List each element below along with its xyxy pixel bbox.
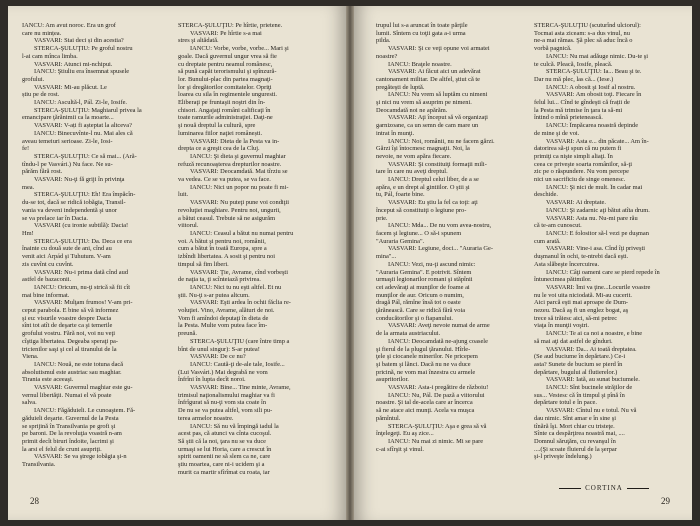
text-line: Deocamdată noi ne apărăm.	[376, 106, 448, 114]
text-line: trimisul naţionalismului maghiar va fi	[178, 391, 275, 399]
text-line: VASVARI: Se va ştrege iobăgia şi-n	[34, 453, 127, 461]
text-line: VASVARI: De ce nu?	[190, 353, 246, 361]
text-line: IANCU: Mda... De nu vom avea-nostru,	[388, 222, 492, 230]
text-line: emancipare ţărănimii ca la moarte...	[22, 114, 114, 122]
text-line: VASVARI: Nu puteţi pune voi condiţii	[190, 199, 289, 207]
text-line: VASVARI: Mi-au plăcut. Le	[34, 83, 107, 91]
text-line: VASVARI: Am obosit toţi. Fiecare în	[546, 91, 642, 99]
text-line: fe!	[22, 145, 30, 153]
text-line: STERCA-ŞULUŢIU: Pe groful nostru	[34, 45, 133, 53]
text-line: luminarea fiilor naţiei românești.	[178, 129, 263, 137]
text-line: nezeu. Dacă aş fi un englez bogat, aş	[534, 307, 629, 315]
text-line: dragă Pál, rămîne însă tot o oaste	[376, 299, 461, 307]
right-page-number: 29	[661, 496, 670, 506]
left-page-column-2	[178, 22, 321, 477]
text-line: care nu mințea.	[22, 29, 62, 37]
text-line: c-ai sfîrşit şi vinul.	[376, 445, 424, 453]
text-line: primiţi ca nişte simpli aliaţi. În	[534, 152, 613, 160]
text-line: părăm fără rost.	[22, 168, 63, 176]
book-gutter	[346, 6, 354, 520]
text-line: va vedea. Ce se va putea, se va face.	[178, 176, 271, 184]
text-line: depărtare, bugului al flutierelor.)	[534, 368, 618, 376]
text-line: înţelegeţi. Eu aş zice...	[376, 430, 434, 438]
text-line: VASVARI: Da... Ai toată dreptatea.	[546, 345, 637, 353]
text-line: goale. Dacă guvernul ungur vrea să fie	[178, 52, 277, 60]
text-line: pe baroni. De la revoluţia voastră n-am	[22, 430, 122, 438]
closing-curtain	[534, 484, 674, 494]
right-page	[354, 6, 692, 520]
text-line: astfel de bazaconii.	[22, 276, 72, 284]
text-line: VASVARI (cu ironie subtilă): Dacia!	[34, 222, 129, 230]
text-line: facem şi legiune... O să-i spunem	[376, 229, 462, 237]
text-line: VASVARI: Cîntul nu e totul. Nu vă	[546, 407, 637, 415]
text-line: Gărzi îşi întocmesc magnaţii. Noi, la	[376, 145, 470, 153]
text-line: ceea ce priveşte soarta românilor, să-ţi	[534, 160, 633, 168]
text-line: VASVARI: Iată, au sunat buciumele.	[546, 376, 640, 384]
text-line: VASVARI: Bine... Tine minte, Avrame,	[190, 384, 291, 392]
text-line: şi fierul de la plugul ţăranului. Hîrle-	[376, 345, 471, 353]
text-line: De nu se va putea altfel, vom sili pu-	[178, 407, 273, 415]
text-line: Sînte ca despărţirea noastră mai, ....	[534, 430, 625, 438]
text-line: STERCA-ŞULUŢIU: Pe hîrtie, prietene.	[178, 22, 283, 29]
text-line: IANCU: Braţele noastre.	[388, 60, 452, 68]
text-line: IANCU: Nici un popor nu poate fi mi-	[190, 183, 289, 191]
text-line: bînt de unul singur): S-ar putea!	[178, 345, 260, 353]
text-line: STERCA-ŞULUŢIU: Maghiarul privea la	[34, 106, 142, 114]
text-line: spirit oamenii ne să slem ca ne, care	[178, 453, 271, 461]
text-line: ţărănească. Care se ridică fără voia	[376, 307, 466, 315]
text-line: înfrîgurat să nu-ţi vom sta coate în	[178, 399, 267, 407]
text-line: tare în care nu aveţi dreptul.	[376, 168, 448, 176]
text-line: izbîndi libertatea. A sosit şi pentru noi	[178, 253, 276, 261]
text-line: Să ştii că la noi, ţara nu se va duce	[178, 437, 267, 445]
text-line: IANCU: Câţi oameni care se pierd repede în	[546, 268, 660, 276]
text-line: înainte cu două sute de ani, cînd au	[22, 245, 112, 253]
text-line: IANCU: Binecuvînte-l nu. Mai ales că	[34, 129, 133, 137]
text-line: intrat în munţi.	[376, 129, 415, 137]
text-line: ştiu moartea, care ni-i ucidem şi a	[178, 461, 265, 469]
text-line: IANCU: Oricum, nu-ţi strică să fii cît	[34, 283, 131, 291]
text-line: Dar nu mă plec, las că... (Iese.)	[534, 75, 614, 83]
text-line: chisori. Angajaţi români calificaţi în	[178, 106, 271, 114]
text-line: grofului vostru. Fără noi, voi nu veţi	[22, 330, 116, 338]
text-line: garnizoane, ca un semn de cam mare un	[376, 122, 479, 130]
text-line: şi nici nu vrem să asuprim pe nimeni.	[376, 99, 472, 107]
text-line: VASVARI: Aţi început să vă organizaţi	[388, 114, 488, 122]
text-line: IANCU: Ştiuliu era însemnat spusele	[34, 68, 130, 76]
text-line: cîştiga libertatea. Degeaba speraţi pa-	[22, 337, 118, 345]
text-line: VASVARI: Dieta de la Pesta va in-	[190, 137, 280, 145]
text-line: VASVARI: Atunci mi-nchipui.	[34, 60, 113, 68]
text-line: depărtare totul e în pace.	[534, 399, 597, 407]
text-line: zic pe o răspundere. Nu vom percepe	[534, 168, 629, 176]
text-line: felul lui... Cînd te gîndeşti că frații de	[534, 99, 630, 107]
text-line: nu le voi uita niciodată. Mi-au cucerit.	[534, 291, 632, 299]
text-line: VASVARI: Ţie, Avrame, cînd vorbeşti	[190, 268, 288, 276]
text-line: Vom fi amîndoi deputaţi în dieta de	[178, 314, 269, 322]
text-line: "Auraria Gemina".	[376, 237, 425, 245]
text-line: vernul libertăţii. Numai el vă poate	[22, 391, 112, 399]
text-line: acest pas, că atunci va cînta cucoşul.	[178, 430, 272, 438]
text-line: urmaşii legionarilor romani şi stăpînii	[376, 276, 473, 284]
text-line: găduieli deşarte. Guvernul de la Pesta	[22, 414, 119, 422]
text-line: de mine şi de voi.	[534, 129, 580, 137]
text-line: IANCU: Ascultă-l, Pál. Zi-le, Iosife.	[34, 99, 128, 107]
text-line: VASVARI: Pe hîrtie s-a mai	[190, 29, 262, 37]
left-page-number: 28	[30, 496, 39, 506]
text-line: mina"...	[376, 253, 397, 261]
text-line: deschide.	[534, 191, 558, 199]
text-line: de naţia ta, ţi scînteiază privirea.	[178, 276, 261, 284]
text-line: revoluţiei maghiare. Pentru noi, ungurii,	[178, 206, 281, 214]
text-line: IANCU: Făgăduieli. Le cunoaştem. Fă-	[34, 407, 136, 415]
text-line: absolutismul este austriac sau maghiar.	[22, 368, 122, 376]
text-line: IANCU: Am avut noroc. Era un grof	[22, 22, 116, 29]
text-line: să mai aţi dat astfel de gînduri.	[534, 337, 613, 345]
text-line: pregăteşti de luptă.	[376, 83, 425, 91]
text-line: cu dreptate pentru neamul românesc,	[178, 60, 273, 68]
text-line: IANCU: Nu mai zi nimic. Mi se pare	[388, 437, 484, 445]
text-line: noastre?	[376, 52, 398, 60]
text-line: IANCU: Ceasul a bătut nu numai pentru	[190, 229, 294, 237]
text-line: (Se aud buciume în depărtare.) Ce-i	[534, 353, 626, 361]
text-line: la Pesta. Multe vom putea face îm-	[178, 322, 268, 330]
text-line: STERCA-ŞULUŢIU: Aşa e grea să vă	[388, 422, 487, 430]
text-line: VASVARI: Guvernul maghiar este gu-	[34, 384, 133, 392]
text-line: IANCU: Nu mai adăuge nimic. Du-te şi	[546, 52, 649, 60]
text-line: preună.	[178, 330, 197, 338]
text-line: STERCA-ŞULUŢIU: Eh! Era împăcîn-	[34, 191, 136, 199]
text-line: să ne atace aici munţi. Acela va muşca	[376, 407, 475, 415]
text-line: VASVARI: Nu-ţi fă griji în privinţa	[34, 176, 125, 184]
text-line: şi nouă dreptul la cultură, spre	[178, 122, 256, 130]
text-line: şi batem şi lănci. Dacă nu ne va duce	[376, 360, 471, 368]
text-line: pricină, ne vom mai înzestra cu armele	[376, 368, 476, 376]
text-line: du-se tot, dacă se ridică iobăgia, Transil-	[22, 199, 126, 207]
text-line: lor şi dregătorilor comitatelor. Opriţi	[178, 83, 272, 91]
text-line: murit ca martir sfîrîmat cu roata, iar	[178, 468, 270, 476]
text-line: IANCU: Împăcarea noastră depinde	[546, 122, 639, 130]
text-line: VASVARI: Mulţam frumos! V-am pri-	[34, 299, 133, 307]
text-line: IANCU: Şi zadarnic aţi bătut atîta drum.	[546, 206, 650, 214]
text-line: zis cuvînt cu cuvînt.	[22, 260, 74, 268]
text-line: l-ai cam mînca limba.	[22, 52, 78, 60]
text-line: Viena.	[22, 353, 39, 361]
text-line: STERCA-ŞULUŢIU: Da. Deca ce era	[34, 237, 132, 245]
text-line: pilda.	[376, 37, 391, 45]
text-line: știu pe de rost.	[22, 91, 60, 99]
text-line: VASVARI: Nu-i prima dată cînd aud	[34, 268, 129, 276]
text-line: la Pesta mă trimise în ţara ta să-mi	[534, 106, 623, 114]
right-page-column-1	[376, 22, 519, 477]
text-line: timpul să fim liberi.	[178, 260, 229, 268]
text-line: înfrîni în lupta decît noroi.	[178, 376, 246, 384]
text-line: cantonament militar. De altfel, ştiut că te	[376, 75, 480, 83]
text-line: duşmanul în ochi, te-ntrebi dacă eşti.	[534, 253, 629, 261]
text-line: IANCU: Vezi, nu-ţi ascund nimic:	[388, 260, 476, 268]
text-line: asupritorilor.	[376, 376, 409, 384]
text-line: toate ramurile administraţiei. Daţi-ne	[178, 114, 273, 122]
text-line: trece să trăiesc aici, să-mi petrec	[534, 314, 618, 322]
text-line: ceput parabola. E bine să vă informez	[22, 307, 119, 315]
left-page	[8, 6, 346, 520]
text-line: te culcă. Pleacă, Iosife, pleacă.	[534, 60, 613, 68]
text-line: IANCU: Nici tu nu eşti altfel. Et nu	[190, 283, 282, 291]
text-line: tîndu-l pe Vasvári.) Nu face. Ne su-	[22, 160, 113, 168]
text-line: IANCU: Sînt bucinele străjilor de	[546, 384, 633, 392]
text-line: prie.	[376, 214, 388, 222]
text-line: IANCU: Să nu vă împingă iadul la	[190, 422, 279, 430]
text-line: tînără îşi. Mort chiar cu tristeţe.	[534, 422, 615, 430]
text-line: sînt tot atît de deşarte ca şi temerile	[22, 322, 113, 330]
text-line: VASVARI: Şi ce veţi opune voi armatei	[388, 45, 490, 53]
text-line: Asta slăbeşte încercuirea.	[534, 260, 600, 268]
text-line: VASVARI: Stai deci și din acestia?	[34, 37, 124, 45]
text-line: IANCU: Vorbe, vorbe, vorbe... Mari şi	[190, 45, 289, 53]
text-line: ne-a mai rămas. Şă plec să aduc încă o	[534, 37, 633, 45]
text-line: venit aici Árpád şi Tuhutum. V-am	[22, 253, 111, 261]
text-line: dau nimic. Sînt amar e în sine şi	[534, 414, 616, 422]
text-line: cum a bătut în toată Europa, spre a	[178, 245, 267, 253]
text-line: VASVARI: Îmi va ţine...Locurile voastre	[546, 283, 651, 291]
text-line: STERCA-ŞULUŢIU: Ce să mai... (Ară-	[34, 152, 137, 160]
text-line: VASVARI: Eşti ardea în ochii făclia re-	[190, 299, 291, 307]
text-line: IANCU: Nu, Pál. De pază a viitorului	[388, 391, 485, 399]
text-line: drepta ce a greşit cea de la Cluj.	[178, 145, 260, 153]
text-line: salva.	[22, 399, 37, 407]
text-line: pămîntul.	[376, 414, 401, 422]
text-line: IANCU: Şi nici de mult. În cadar mai	[546, 183, 643, 191]
text-line: VASVARI: Eu ştiu la fel ca toţi: aţi	[388, 199, 478, 207]
text-line: VASVARI: V-ați fi așteptat la altceva?	[34, 122, 132, 130]
text-line: tricienilor saşi şi cel al tiranului de la	[22, 345, 117, 353]
text-line: STERCA-ŞULUŢIU (care între timp a	[190, 337, 290, 345]
text-line: IANCU: Te ai ca noi a noastre, e bine	[546, 330, 643, 338]
text-line: voi. A bătut şi pentru noi, românii,	[178, 237, 266, 245]
text-line: mai bine informat.	[22, 291, 70, 299]
text-line: datorirea să-ţi spun că nu putem fi	[534, 145, 622, 153]
text-line: ţele şi ciocanele minerilor. Ne pricepem	[376, 353, 478, 361]
text-line: munţilor de aur. Oricum o numim,	[376, 291, 464, 299]
text-line: Hm!	[22, 229, 34, 237]
text-line: VASVARI: Aveţi nevoie numai de arme	[388, 322, 490, 330]
text-line: şi eu: visurile voastre despre Dacia	[22, 314, 112, 322]
text-line: IANCU: A obosit şi Iosif al nostru.	[546, 83, 636, 91]
text-line: viitorul.	[178, 222, 199, 230]
text-line: vorbă pagnică.	[534, 45, 572, 53]
text-line: VASVARI: Şi constituiţi formaţii mili-	[388, 160, 487, 168]
text-line: VASVARI: Deocamdată. Mai tîrziu se	[190, 168, 288, 176]
text-line: VASVARI: Asta e... din păcate... Am în-	[546, 137, 649, 145]
text-line: IANCU: Noi, românii, nu ne facem gărzi.	[388, 137, 495, 145]
text-line: Eliberaţi pe fruntaşii noştri din în-	[178, 99, 266, 107]
text-line: loarea cu sila în regimentele unguresti.	[178, 91, 278, 99]
text-line: viaţa în munţii voştri.	[534, 322, 590, 330]
text-line: grofului.	[22, 75, 45, 83]
text-line: nevoie, ne vom apăra fiecare.	[376, 152, 452, 160]
text-line: VASVARI: Ai făcut aici un adevărat	[388, 68, 481, 76]
text-line: întind o mînă prietenească.	[534, 114, 603, 122]
text-line: VASVARI: Asta nu. Nu-mi pare rău	[546, 214, 638, 222]
text-line: IANCU: Şi dieta şi guvernul maghiar	[190, 152, 286, 160]
text-line: VASVARI: Legiune, doci... "Auraria Ge-	[388, 245, 493, 253]
text-line: să pună capăt terorismului şi spînzură-	[178, 68, 277, 76]
text-line: IANCU: Dreptul celui liber, de a se	[388, 176, 479, 184]
text-line: luit.	[178, 191, 189, 199]
text-line: sus... Vestesc că în timpul şi pînă în	[534, 391, 625, 399]
text-line: mea.	[22, 183, 35, 191]
text-line: cei adevăraţi ai munţilor de foame ai	[376, 283, 470, 291]
text-line: Aici parcă eşti mai aproape de Dum-	[534, 299, 629, 307]
text-line: asta? Sunete de bucium se pierd în	[534, 360, 623, 368]
text-line: "Auraria Gemina". E potrivit. Sîntem	[376, 268, 472, 276]
text-line: Transilvania.	[22, 461, 56, 469]
text-line: tu, Pál, foarte bine.	[376, 191, 425, 199]
text-line: STERCA-ŞULUŢIU (scuturînd ulciorul):	[534, 22, 641, 29]
text-line: Domnul săruţăm, cu revanşul în	[534, 437, 616, 445]
text-line: stres şi altădată.	[178, 37, 219, 45]
text-line: nici un sacrificiu de singe omenesc.	[534, 176, 626, 184]
text-line: că te-am cunoscut.	[534, 222, 582, 230]
text-line: de la armata austriacului.	[376, 330, 441, 338]
text-line: VASVARI: Asta-i pregătire de războiu!	[388, 384, 489, 392]
text-line: trupul lui s-a aruncat în toate părţile	[376, 22, 468, 29]
text-line: primit decît biruri îndoite, lacrimi şi	[22, 437, 114, 445]
text-line: (Lui Vasvári.) Mai degrabă ne vom	[178, 368, 268, 376]
text-line: IANCU: E folositor să-l vezi pe duşman	[546, 229, 649, 237]
text-line: apăra, e un drept al gintiilor. O ştii şi	[376, 183, 470, 191]
text-line: la arsi el felul de crunt asupriţi.	[22, 445, 102, 453]
text-line: conducătorilor şi o fiapanului.	[376, 314, 454, 322]
text-line: lumii. Sîntem cu toţii gata a-i urma	[376, 29, 466, 37]
text-line: IANCU: Caută-ţi de-ale tale, Iosife...	[190, 360, 285, 368]
text-line: urmaşi se lui Horia, care a crescut în	[178, 445, 272, 453]
text-line: IANCU: Nouă, ne este totuna dacă	[34, 360, 124, 368]
text-line: IANCU: Deocamdată ne-ajung coasele	[388, 337, 488, 345]
text-line: şi-l priveşte îndelung.)	[534, 453, 592, 461]
text-line: ....(Şi scoate fluierul de la şerpar	[534, 445, 617, 453]
text-line: ştii. Nu-ţi s-ar putea altcum.	[178, 291, 250, 299]
text-line: se sprijină în Transilvania pe grofi şi	[22, 422, 116, 430]
text-line: cum arată.	[534, 237, 561, 245]
text-line: voluţiei. Vino, Avrame, alături de noi.	[178, 307, 275, 315]
right-page-column-2	[534, 22, 674, 477]
text-line: STERCA-ŞULUŢIU: Ia... Beau şi te.	[546, 68, 642, 76]
text-line: se va prelace iar în Dacia.	[22, 214, 88, 222]
text-line: aveau temeiuri serioase. Zi-le, Iosi-	[22, 137, 113, 145]
text-line: IANCU: Nu vrem să luptăm cu nimeni	[388, 91, 488, 99]
text-line: vania va deveni independentă şi unor	[22, 206, 117, 214]
closing-text: CORTINA	[585, 484, 623, 492]
text-line: refuză recunoaşterea drepturilor noastre.	[178, 160, 282, 168]
text-line: întunecimea pătimilor.	[534, 276, 592, 284]
text-line: terea armelor noastre.	[178, 414, 234, 422]
text-line: VASVARI: Vine-i asa. Cînd îţi priveşti	[546, 245, 646, 253]
text-line: noastre. Şi tal de-acela care ar încerca	[376, 399, 473, 407]
left-page-column-1	[22, 22, 165, 477]
text-line: lor. Bunului-plac din partea magnaţi-	[178, 75, 273, 83]
text-line: VASVARI: Ai dreptate.	[546, 199, 606, 207]
text-line: a bătut ceasul. Trebuie să ne asigurăm	[178, 214, 276, 222]
text-line: Tocmai asta ziceam: s-a dus vinul, nu	[534, 29, 630, 37]
text-line: Tirania este aceeaşi.	[22, 376, 74, 384]
text-line: început să constituiţi o legiune pro-	[376, 206, 467, 214]
